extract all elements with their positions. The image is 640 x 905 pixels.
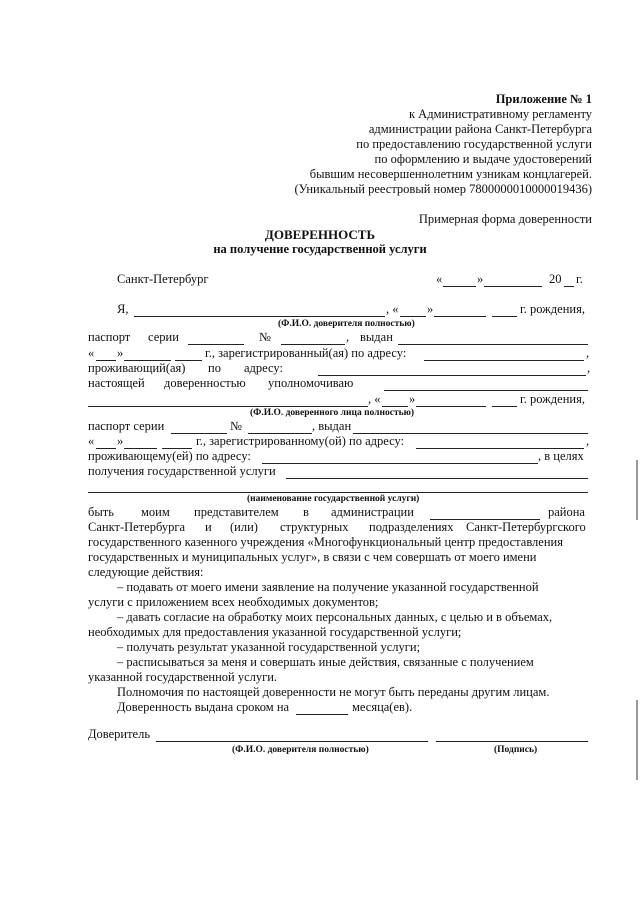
issue-date-quote-open: « bbox=[88, 346, 95, 360]
principal-birth-month-field[interactable] bbox=[434, 316, 486, 317]
body-word: и bbox=[205, 520, 212, 534]
passport-issuer-field[interactable] bbox=[398, 344, 588, 345]
signature-field[interactable] bbox=[436, 741, 588, 742]
document-title: ДОВЕРЕННОСТЬ bbox=[264, 227, 376, 242]
body-word: (или) bbox=[230, 520, 258, 534]
date-year-field[interactable] bbox=[564, 286, 574, 287]
passport-label: паспорт bbox=[88, 330, 131, 344]
living-label: по bbox=[208, 361, 221, 375]
passport-number-field[interactable] bbox=[281, 344, 345, 345]
passport-series-label: серии bbox=[148, 330, 179, 344]
action-item: услуги с приложением всех необходимых документов; bbox=[88, 595, 379, 609]
date-quote-close: » bbox=[477, 272, 484, 286]
passport-number-label: № bbox=[259, 330, 271, 344]
date-day-field[interactable] bbox=[443, 286, 476, 287]
signature-caption: (Подпись) bbox=[494, 745, 538, 755]
comma: , bbox=[587, 361, 591, 375]
living-address-field[interactable] bbox=[318, 375, 586, 376]
registry-number: (Уникальный реестровый номер 7800000010000019436) bbox=[294, 182, 592, 196]
appendix-title: Приложение № 1 bbox=[495, 92, 592, 106]
principal-fio-caption: (Ф.И.О. доверителя полностью) bbox=[278, 319, 415, 329]
appendix-line: по оформлению и выдаче удостоверений bbox=[374, 152, 592, 166]
issued-label: выдан bbox=[360, 330, 393, 344]
agent-birth-year-field[interactable] bbox=[492, 406, 517, 407]
action-item: – расписываться за меня и совершать иные действия, связанные с получением bbox=[117, 655, 534, 669]
agent-living-label: проживающему(ей) по адресу: bbox=[88, 449, 251, 463]
powers-note: Полномочия по настоящей доверенности не могут быть переданы другим лицам. bbox=[117, 685, 550, 699]
living-label: адресу: bbox=[244, 361, 283, 375]
agent-fio-field[interactable] bbox=[384, 390, 588, 391]
comma: , bbox=[346, 330, 350, 344]
registered-label: г., зарегистрированный(ая) по адресу: bbox=[205, 346, 407, 360]
body-word: структурных bbox=[280, 520, 349, 534]
scan-edge bbox=[636, 700, 638, 780]
agent-issue-quote-close: » bbox=[117, 434, 124, 448]
principal-birth-label: г. рождения, bbox=[520, 302, 585, 316]
principal-birth-year-field[interactable] bbox=[492, 316, 517, 317]
document-subtitle: на получение государственной услуги bbox=[213, 242, 427, 256]
body-line: государственных и муниципальных услуг», в связи с чем совершать от моего имени bbox=[88, 550, 537, 564]
body-word: администрации bbox=[331, 505, 414, 519]
action-item: – подавать от моего имени заявление на получение указанной государственной bbox=[117, 580, 539, 594]
agent-passport-number-label: № bbox=[230, 419, 242, 433]
passport-series-field[interactable] bbox=[188, 344, 244, 345]
body-word: моим bbox=[141, 505, 170, 519]
body-word: подразделениях bbox=[369, 520, 454, 534]
agent-quote-open: , « bbox=[368, 392, 381, 406]
principal-quote-open: , « bbox=[386, 302, 399, 316]
body-word: в bbox=[303, 505, 309, 519]
comma: , bbox=[586, 434, 590, 448]
comma: , bbox=[586, 346, 590, 360]
receive-label: получения государственной услуги bbox=[88, 464, 276, 478]
action-item: указанной государственной услуги. bbox=[88, 670, 278, 684]
agent-passport-label: паспорт серии bbox=[88, 419, 165, 433]
agent-fio-caption: (Ф.И.О. доверенного лица полностью) bbox=[250, 408, 415, 418]
signer-fio-field[interactable] bbox=[156, 741, 428, 742]
body-word: быть bbox=[88, 505, 114, 519]
body-word: Санкт-Петербургского bbox=[466, 520, 586, 534]
agent-birth-label: г. рождения, bbox=[520, 392, 585, 406]
agent-living-address-field[interactable] bbox=[262, 463, 538, 464]
city: Санкт-Петербург bbox=[117, 272, 209, 286]
service-caption: (наименование государственной услуги) bbox=[247, 494, 420, 504]
date-year: 20 bbox=[549, 272, 562, 286]
scan-edge bbox=[636, 460, 638, 520]
living-label: проживающий(ая) bbox=[88, 361, 186, 375]
date-quote-open: « bbox=[436, 272, 443, 286]
date-g: г. bbox=[576, 272, 583, 286]
issue-date-quote-close: » bbox=[117, 346, 124, 360]
agent-registered-label: г., зарегистрированному(ой) по адресу: bbox=[196, 434, 405, 448]
agent-issued-label: , выдан bbox=[312, 419, 352, 433]
trust-label: доверенностью bbox=[164, 376, 246, 390]
principal-quote-close: » bbox=[427, 302, 434, 316]
appendix-line: к Административному регламенту bbox=[408, 107, 592, 121]
service-name-field[interactable] bbox=[286, 478, 588, 479]
date-month-field[interactable] bbox=[484, 286, 542, 287]
aim-label: , в целях bbox=[538, 449, 584, 463]
principal-ya: Я, bbox=[117, 302, 129, 316]
form-note: Примерная форма доверенности bbox=[418, 212, 592, 226]
action-item: – давать согласие на обработку моих персональных данных, с целью и в объемах, bbox=[117, 610, 553, 624]
action-item: – получать результат указанной государственной услуги; bbox=[117, 640, 421, 654]
body-line: государственного казенного учреждения «Многофункциональный центр предоставления bbox=[88, 535, 563, 549]
validity-months-field[interactable] bbox=[296, 714, 348, 715]
appendix-line: бывшим несовершеннолетним узникам концлагерей. bbox=[309, 167, 592, 181]
action-item: необходимых для предоставления указанной государственной услуги; bbox=[88, 625, 462, 639]
body-word: представителем bbox=[194, 505, 279, 519]
trust-label: уполномочиваю bbox=[268, 376, 354, 390]
appendix-line: администрации района Санкт-Петербурга bbox=[368, 122, 592, 136]
signer-label: Доверитель bbox=[88, 727, 151, 741]
body-word: Санкт-Петербурга bbox=[88, 520, 186, 534]
body-word: района bbox=[548, 505, 585, 519]
agent-issue-quote-open: « bbox=[88, 434, 95, 448]
signer-fio-caption: (Ф.И.О. доверителя полностью) bbox=[232, 745, 369, 755]
registered-address-field[interactable] bbox=[424, 360, 584, 361]
body-line: следующие действия: bbox=[88, 565, 204, 579]
trust-label: настоящей bbox=[88, 376, 145, 390]
validity-label: Доверенность выдана сроком на bbox=[117, 700, 290, 714]
validity-unit: месяца(ев). bbox=[352, 700, 413, 714]
appendix-line: по предоставлению государственной услуги bbox=[356, 137, 592, 151]
agent-birth-month-field[interactable] bbox=[416, 406, 486, 407]
agent-quote-close: » bbox=[409, 392, 416, 406]
